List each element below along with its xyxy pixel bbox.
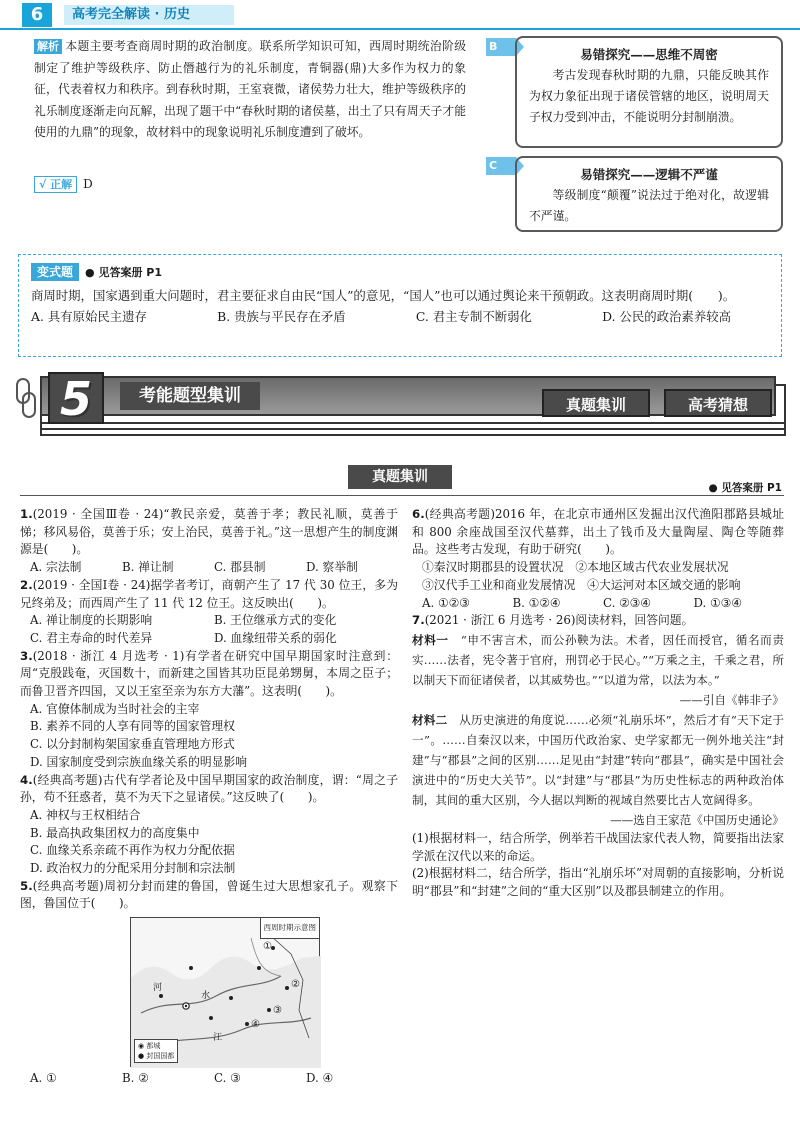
material-source: ——选自王家范《中国历史通论》 xyxy=(610,812,784,827)
chapter-banner xyxy=(10,372,790,444)
question-number: 5. xyxy=(20,878,33,893)
question-number: 2. xyxy=(20,577,33,592)
question-stem: (2021 · 浙江 6 月选考 · 26)阅读材料，回答问题。 xyxy=(424,613,694,628)
option: C. 郡县制 xyxy=(214,560,266,575)
option: C. 君主寿命的时代差异 xyxy=(30,630,153,645)
option: D. 察举制 xyxy=(306,560,358,575)
option: D. 血缘纽带关系的弱化 xyxy=(214,630,337,645)
book-title: 高考完全解读 · 历史 xyxy=(64,5,234,25)
material-2 xyxy=(412,710,784,810)
question-3 xyxy=(20,648,398,772)
option: A. ①②③ xyxy=(422,595,470,610)
option: B. 王位继承方式的变化 xyxy=(214,613,337,628)
correct-answer-row xyxy=(34,176,93,193)
material-label: 材料一 xyxy=(412,632,449,647)
variant-option: A. 具有原始民主遗存 xyxy=(31,309,147,324)
map-legend xyxy=(134,1039,178,1063)
option: C. ②③④ xyxy=(603,595,651,610)
section-divider xyxy=(20,495,784,496)
chapter-number: 5 xyxy=(48,372,104,424)
explanation-tag: 解析 xyxy=(34,39,62,54)
sub-question-2: (2)根据材料二，结合所学，指出“礼崩乐坏”对周朝的直接影响，分析说明“郡县”和“封建”之间的“重大区别”以及郡县制建立的作用。 xyxy=(412,866,784,899)
western-zhou-map xyxy=(130,917,320,1067)
material-1 xyxy=(412,630,784,690)
option: B. 最高执政集团权力的高度集中 xyxy=(30,825,200,840)
option: D. ④ xyxy=(306,1071,334,1086)
question-stem: (2019 · 全国Ⅲ卷 · 24)“教民亲爱，莫善于孝；教民礼顺，莫善于悌；移风易俗，莫善于乐；安上治民，莫善于礼。”这一思想产生的制度渊源是( )。 xyxy=(20,507,398,557)
material-text: 从历史演进的角度说……必须“礼崩乐坏”，然后才有“天下定于一”。……自秦汉以来，中国历代政治家、史学家都无一例外地关注“封建”与“郡县”之间的区别……足见由“封建”转向“郡县”，确实是中国社会演进中的“历史大关节”。以“封建”与“郡县”为历史性标志的两种政治体制，其间的重大区别，今人据以判断的视域自然要比古人宽阔得多。 xyxy=(412,712,784,807)
option: C. 以分封制构架国家垂直管理地方形式 xyxy=(30,737,235,752)
trap-title: 易错探究——逻辑不严谨 xyxy=(580,167,718,182)
legend-state-capital: ● 封国国都 xyxy=(138,1052,175,1061)
variant-option: B. 贵族与平民存在矛盾 xyxy=(217,309,346,324)
chapter-title: 考能题型集训 xyxy=(120,382,260,410)
map-marker-4: ④ xyxy=(251,1019,260,1031)
variant-options xyxy=(31,306,731,327)
question-2 xyxy=(20,577,398,648)
question-5 xyxy=(20,878,398,1088)
option: A. 神权与王权相结合 xyxy=(30,807,141,822)
question-number: 3. xyxy=(20,648,33,663)
question-stem: (经典高考题)周初分封而建的鲁国，曾诞生过大思想家孔子。观察下图，鲁国位于( )。 xyxy=(20,878,398,911)
map-label: 江 xyxy=(213,1033,223,1044)
page-number: 6 xyxy=(22,3,52,27)
question-options xyxy=(20,1070,398,1088)
map-title: 西周时期示意图 xyxy=(260,918,320,939)
map-marker-2: ② xyxy=(291,979,300,991)
trap-box-b xyxy=(515,36,783,148)
statement-item: ①秦汉时期郡县的设置状况 ②本地区域古代农业发展状况 xyxy=(422,560,729,575)
sub-question-1: (1)根据材料一，结合所学，例举若干战国法家代表人物，简要指出法家学派在汉代以来的命运。 xyxy=(412,830,784,863)
question-1 xyxy=(20,506,398,577)
question-stem: (2019 · 全国Ⅰ卷 · 24)据学者考订，商朝产生了 17 代 30 位王，多为兄终弟及；而西周产生了 11 代 12 位王。这反映出( )。 xyxy=(20,577,398,610)
option-c-marker: C xyxy=(486,157,516,175)
question-options xyxy=(20,612,398,647)
question-stem: (2018 · 浙江 4 月选考 · 1)有学者在研究中国早期国家时注意到：周“克殷践奄，灭国数十，而新建之国皆其功臣昆弟甥舅，本周之臣子；而鲁卫晋齐四国，又以王室至亲为东方大藩”。这表明( )。 xyxy=(20,648,398,699)
question-number: 6. xyxy=(412,507,425,521)
right-column xyxy=(412,506,784,901)
option: B. ② xyxy=(122,1071,149,1086)
header-divider xyxy=(0,28,800,30)
trap-box-c xyxy=(515,156,783,232)
material-text: “申不害言术，而公孙鞅为法。术者，因任而授官，循名而责实……法者，宪令著于官府，刑罚必于民心。”“万乘之主，千乘之君，所以制天下而征诸侯者，以其威势也。”“以道为常，以法为本。” xyxy=(412,632,784,687)
tab-real-exam: 真题集训 xyxy=(542,389,650,417)
option: B. 禅让制 xyxy=(122,560,174,575)
correct-answer-tag: √ 正解 xyxy=(34,176,77,193)
page-header xyxy=(0,0,800,30)
trap-body: 考古发现春秋时期的九鼎，只能反映其作为权力象征出现于诸侯管辖的地区，说明周天子权力受到冲击，不能说明分封制崩溃。 xyxy=(529,68,769,124)
option: A. 宗法制 xyxy=(30,560,82,575)
left-column xyxy=(20,506,398,1088)
question-6 xyxy=(412,506,784,612)
question-7 xyxy=(412,612,784,901)
variant-stem: 商周时期，国家遇到重大问题时，君主要征求自由民“国人”的意见，“国人”也可以通过舆论来干预朝政。这表明商周时期( )。 xyxy=(31,288,736,303)
variant-question-box xyxy=(18,254,782,357)
option: D. 政治权力的分配采用分封制和宗法制 xyxy=(30,861,236,876)
option: D. ①③④ xyxy=(693,595,742,610)
question-stem: (经典高考题)2016 年，在北京市通州区发掘出汉代渔阳郡路县城址和 800 余座战国至汉代墓葬，出土了钱币及大量陶屋、陶仓等随葬品。这些考古发现，有助于研究( )。 xyxy=(412,507,784,557)
option: B. ①②④ xyxy=(512,595,561,610)
variant-tag: 变式题 xyxy=(31,263,79,281)
explanation-text: 本题主要考查商周时期的政治制度。联系所学知识可知，西周时期统治阶级制定了维护等级秩序、防止僭越行为的礼乐制度，青铜器(鼎)大多作为权力的象征，代表着权力和秩序。到春秋时期，王室衰微，诸侯势力壮大，维护等级秩序的礼乐制度逐渐走向瓦解，出现了题干中“春秋时期的诸侯墓，出土了只有周天子才能使用的九鼎”的现象，故材料中的现象说明礼乐制度遭到了破坏。 xyxy=(34,39,466,139)
map-marker-1: ① xyxy=(263,941,272,953)
binder-ring-icon xyxy=(22,392,36,418)
question-number: 1. xyxy=(20,507,33,521)
section-answer-ref: ● 见答案册 P1 xyxy=(708,482,782,494)
option: D. 国家制度受到宗族血缘关系的明显影响 xyxy=(30,754,248,769)
trap-body: 等级制度“颠覆”说法过于绝对化，故逻辑不严谨。 xyxy=(529,188,769,223)
map-label: 河 xyxy=(153,983,163,994)
question-4 xyxy=(20,772,398,878)
explanation-block xyxy=(34,36,466,144)
tab-exam-forecast: 高考猜想 xyxy=(664,389,772,417)
question-options xyxy=(412,595,784,613)
option: A. 官僚体制成为当时社会的主宰 xyxy=(30,701,200,716)
correct-answer-value: D xyxy=(83,177,93,191)
material-source: ——引自《韩非子》 xyxy=(679,692,784,707)
option: C. 血缘关系亲疏不再作为权力分配依据 xyxy=(30,843,235,858)
map-marker-3: ③ xyxy=(273,1005,282,1017)
option: A. 禅让制度的长期影响 xyxy=(30,613,153,628)
option: A. ① xyxy=(30,1071,57,1086)
material-label: 材料二 xyxy=(412,712,448,727)
section-title: 真题集训 xyxy=(348,465,452,489)
option-b-marker: B xyxy=(486,38,516,56)
question-stem: (经典高考题)古代有学者论及中国早期国家的政治制度，谓：“周之子孙，苟不狂惑者，莫不为天下之显诸侯。”这反映了( )。 xyxy=(20,772,398,805)
statement-item: ③汉代手工业和商业发展情况 ④大运河对本区域交通的影响 xyxy=(422,577,741,592)
trap-title: 易错探究——思维不周密 xyxy=(580,47,718,62)
option: B. 素养不同的人享有同等的国家管理权 xyxy=(30,719,235,734)
variant-option: C. 君主专制不断弱化 xyxy=(415,309,532,324)
question-options xyxy=(20,559,398,577)
option: C. ③ xyxy=(214,1071,241,1086)
variant-option: D. 公民的政治素养较高 xyxy=(602,309,731,324)
question-number: 7. xyxy=(412,613,425,628)
legend-capital: ◉ 都城 xyxy=(138,1042,161,1051)
map-label: 水 xyxy=(201,991,211,1002)
question-number: 4. xyxy=(20,772,33,787)
variant-answer-ref: ● 见答案册 P1 xyxy=(85,266,162,279)
